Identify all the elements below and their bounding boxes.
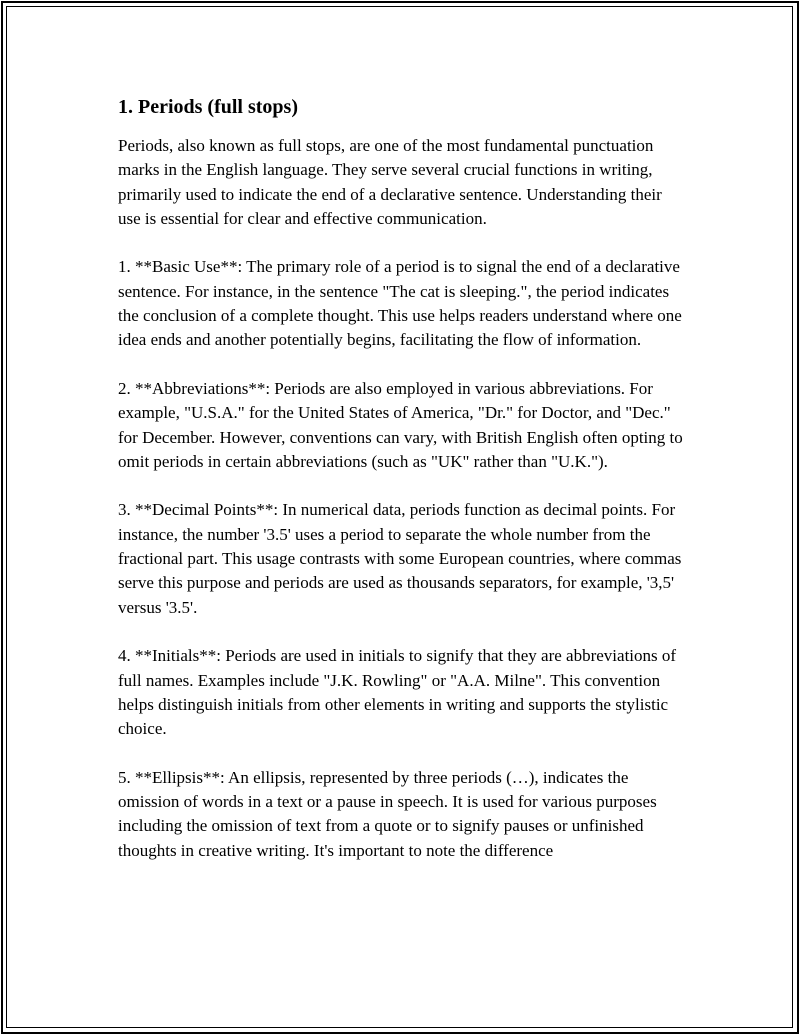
paragraph-initials: 4. **Initials**: Periods are used in initials to signify that they are abbreviations of full names. Examples include "J.K. Rowling" or "A.A. Milne". This convention helps distinguish initials from other elements in writing and supports the stylistic choice. (118, 646, 677, 739)
paragraph-intro: Periods, also known as full stops, are one of the most fundamental punctuation marks in the English language. They serve several crucial functions in writing, primarily used to indicate the end of a declarative sentence. Understanding their use is essential for clear and effective communication. (118, 136, 662, 228)
paragraph-ellipsis: 5. **Ellipsis**: An ellipsis, represented by three periods (…), indicates the omission of words in a text or a pause in speech. It is used for various purposes including the omission of text from a quote or to signify pauses or unfinished thoughts in creative writing. It's important to note the difference (118, 767, 657, 860)
document-body (118, 94, 688, 887)
paragraph-abbreviations: 2. **Abbreviations**: Periods are also employed in various abbreviations. For example, "U.S.A." for the United States of America, "Dr." for Doctor, and "Dec." for December. However, conventions can vary, with British English often opting to omit periods in certain abbreviations (such as "UK" rather than "U.K."). (118, 378, 683, 471)
paragraph-decimal-points: 3. **Decimal Points**: In numerical data, periods function as decimal points. For instance, the number '3.5' uses a period to separate the whole number from the fractional part. This usage contrasts with some European countries, where commas serve this purpose and periods are used as thousands separators, for example, '3,5' versus '3.5'. (118, 500, 682, 617)
section-heading: 1. Periods (full stops) (118, 96, 298, 118)
paragraph-basic-use: 1. **Basic Use**: The primary role of a period is to signal the end of a declarative sentence. For instance, in the sentence "The cat is sleeping.", the period indicates the conclusion of a complete thought. This use helps readers understand where one idea ends and another potentially begins, facilitating the flow of information. (118, 257, 682, 350)
